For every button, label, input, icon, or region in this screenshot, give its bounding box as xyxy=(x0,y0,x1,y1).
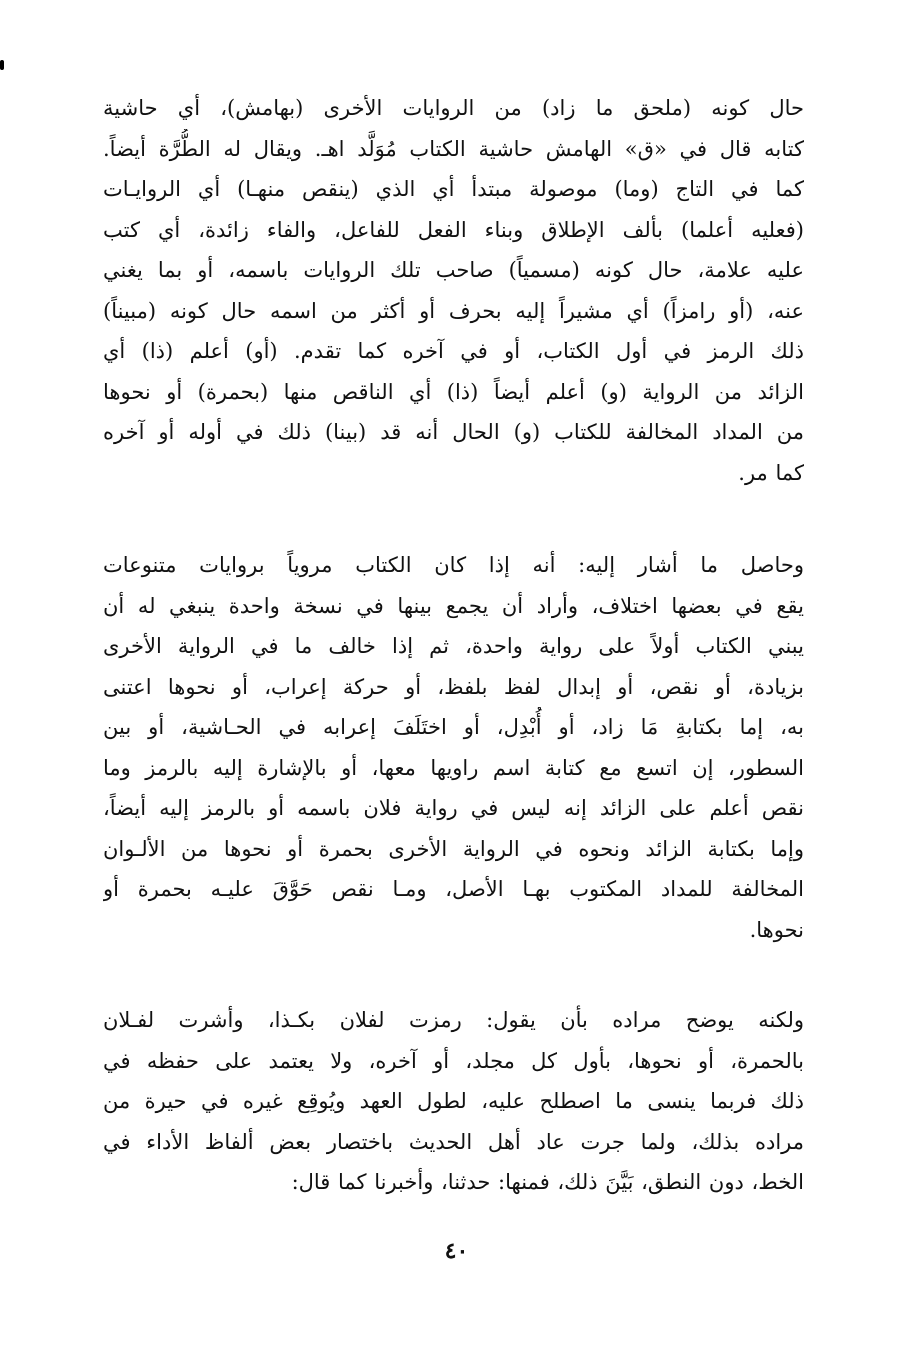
paragraph-2 xyxy=(103,545,804,950)
text-line: نقص أعلم على الزائد إنه ليس في رواية فلان باسمه أو بالرمز إليه أيضاً، xyxy=(103,796,804,820)
paragraph-1 xyxy=(103,88,804,493)
text-line: ذلك الرمز في أول الكتاب، أو في آخره كما تقدم. (أو) أعلم (ذا) أي xyxy=(103,339,804,363)
text-line: ولكنه يوضح مراده بأن يقول: رمزت لفلان بكـذا، وأشرت لفـلان xyxy=(103,1008,804,1032)
text-line: به، إما بكتابةِ مَا زاد، أو أُبْدِل، أو اختَلَفَ إعرابه في الحـاشية، أو بين xyxy=(103,715,804,739)
text-line: بالحمرة، أو نحوها، بأول كل مجلد، أو آخره، ولا يعتمد على حفظه في xyxy=(103,1048,804,1073)
text-line: السطور، إن اتسع مع كتابة اسم راويها معها، أو بالإشارة إليه بالرمز وما xyxy=(103,755,804,780)
text-line: يقع في بعضها اختلاف، وأراد أن يجمع بينها في نسخة واحدة ينبغي له أن xyxy=(103,593,804,618)
paragraph-3 xyxy=(103,1000,804,1203)
text-line: بزيادة، أو نقص، أو إبدال لفظ بلفظ، أو حركة إعراب، أو نحوها اعتنى xyxy=(103,674,804,699)
text-line: وحاصل ما أشار إليه: أنه إذا كان الكتاب مروياً بروايات متنوعات xyxy=(103,553,804,577)
text-line: عنه، (أو رامزاً) أي مشيراً إليه بحرف أو أكثر من اسمه حال كونه (مبيناً) xyxy=(103,298,804,323)
text-line: كتابه قال في «ق» الهامش حاشية الكتاب مُوَلَّد اهـ. ويقال له الطُّرَّة أيضاً. xyxy=(103,136,804,161)
text-line: كما في التاج (وما) موصولة مبتدأ أي الذي (ينقص منهـا) أي الروايـات xyxy=(103,177,804,201)
text-line: وإما بكتابة الزائد ونحوه في الرواية الأخرى بحمرة أو نحوها من الألـوان xyxy=(103,836,804,861)
text-line: حال كونه (ملحق ما زاد) من الروايات الأخرى (بهامش)، أي حاشية xyxy=(103,96,804,120)
text-line: مراده بذلك، ولما جرت عاد أهل الحديث باختصار بعض ألفاظ الأداء في xyxy=(103,1129,804,1154)
text-line: الزائد من الرواية (و) أعلم أيضاً (ذا) أي الناقص منها (بحمرة) أو نحوها xyxy=(103,379,804,404)
text-line: نحوها. xyxy=(749,917,804,942)
text-line: كما مر. xyxy=(738,460,804,485)
text-line: (فعليه أعلما) بألف الإطلاق وبناء الفعل للفاعل، والفاء زائدة، أي كتب xyxy=(103,217,804,242)
page-number: ٤٠ xyxy=(444,1238,469,1264)
text-line: من المداد المخالفة للكتاب (و) الحال أنه قد (بينا) ذلك في أوله أو آخره xyxy=(103,420,804,444)
text-line: يبني الكتاب أولاً على رواية واحدة، ثم إذا خالف ما في الرواية الأخرى xyxy=(103,634,804,658)
text-line: المخالفة للمداد المكتوب بهـا الأصل، ومـا نقص حَوَّقَ عليـه بحمرة أو xyxy=(103,877,804,901)
margin-mark xyxy=(0,60,4,70)
text-line: الخط، دون النطق، بَيَّنَ ذلك، فمنها: حدثنا، وأخبرنا كما قال: xyxy=(291,1170,804,1194)
text-line: عليه علامة، حال كونه (مسمياً) صاحب تلك الروايات باسمه، أو بما يغني xyxy=(103,258,804,282)
text-line: ذلك فربما ينسى ما اصطلح عليه، لطول العهد ويُوقِع غيره في حيرة من xyxy=(103,1089,804,1113)
